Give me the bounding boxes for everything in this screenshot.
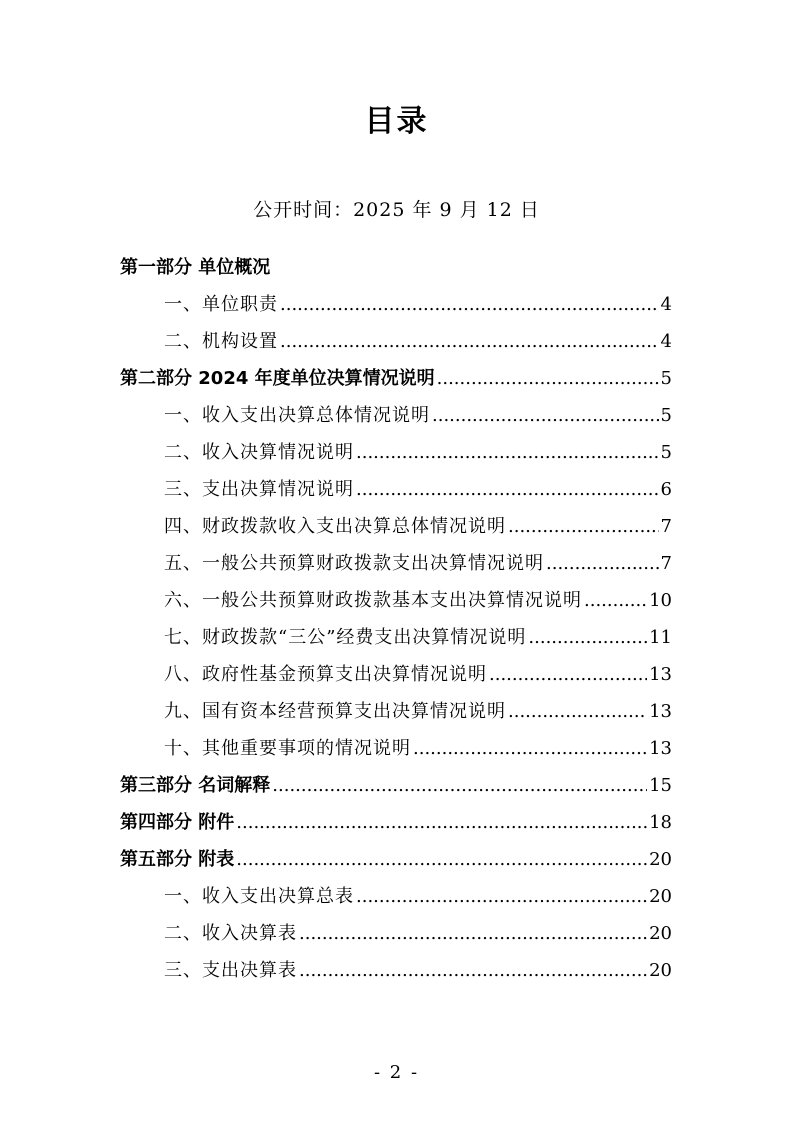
toc-entry-page: 4: [660, 294, 672, 315]
toc-dot-leader: [508, 701, 647, 722]
toc-entry-page: 5: [660, 368, 672, 389]
toc-dot-leader: [280, 331, 659, 352]
toc-entry-page: 13: [649, 738, 672, 759]
toc-entry[interactable]: [120, 845, 672, 882]
toc-entry-text: 六、一般公共预算财政拨款基本支出决算情况说明: [164, 590, 582, 611]
toc-dot-leader: [584, 590, 647, 611]
toc-dot-leader: [356, 442, 659, 463]
toc-entry[interactable]: [120, 401, 672, 438]
toc-dot-leader: [280, 294, 659, 315]
toc-entry[interactable]: [120, 623, 672, 660]
toc-entry-text: 四、财政拨款收入支出决算总体情况说明: [164, 516, 506, 537]
toc-entry[interactable]: [120, 290, 672, 327]
toc-entry-page: 7: [660, 516, 672, 537]
toc-dot-leader: [528, 627, 647, 648]
toc-entry-page: 20: [649, 849, 672, 870]
toc-entry-text: 第二部分 2024 年度单位决算情况说明: [120, 368, 435, 389]
toc-entry[interactable]: [120, 808, 672, 845]
toc-entry[interactable]: [120, 919, 672, 956]
toc-entry-page: 20: [649, 960, 672, 981]
toc-entry[interactable]: [120, 327, 672, 364]
toc-entry-page: 13: [649, 664, 672, 685]
toc-entry[interactable]: [120, 660, 672, 697]
toc-entry[interactable]: [120, 253, 672, 290]
toc-entry-text: 七、财政拨款“三公”经费支出决算情况说明: [164, 627, 527, 648]
toc-entry[interactable]: [120, 364, 672, 401]
toc-entry-page: 7: [660, 553, 672, 574]
toc-entry-page: 5: [660, 442, 672, 463]
toc-dot-leader: [356, 479, 659, 500]
toc-entry-text: 一、收入支出决算总表: [164, 886, 354, 907]
toc-dot-leader: [432, 405, 659, 426]
toc-dot-leader: [236, 849, 647, 870]
page-title: 目录: [364, 104, 429, 139]
toc-entry[interactable]: [120, 734, 672, 771]
toc-entry-page: 20: [649, 886, 672, 907]
toc-entry[interactable]: [120, 512, 672, 549]
toc-entry[interactable]: [120, 956, 672, 993]
toc-entry-text: 第一部分 单位概况: [120, 257, 271, 278]
toc-entry-text: 三、支出决算表: [164, 960, 297, 981]
toc-dot-leader: [437, 368, 659, 389]
toc-entry-page: 4: [660, 331, 672, 352]
toc-entry-text: 十、其他重要事项的情况说明: [164, 738, 411, 759]
toc-entry-text: 第五部分 附表: [120, 849, 235, 870]
toc-entry-page: 10: [649, 590, 672, 611]
toc-dot-leader: [508, 516, 659, 537]
toc-entry-page: 11: [649, 627, 672, 648]
toc-dot-leader: [272, 775, 647, 796]
toc-entry-text: 一、单位职责: [164, 294, 278, 315]
toc-dot-leader: [413, 738, 647, 759]
publish-date: 公开时间：2025 年 9 月 12 日: [253, 199, 540, 221]
toc-entry-text: 二、机构设置: [164, 331, 278, 352]
toc-dot-leader: [546, 553, 659, 574]
toc-entry-text: 二、收入决算表: [164, 923, 297, 944]
toc-entry-text: 二、收入决算情况说明: [164, 442, 354, 463]
toc-entry-page: 18: [649, 812, 672, 833]
toc-entry-page: 13: [649, 701, 672, 722]
toc-dot-leader: [299, 960, 647, 981]
toc-entry-text: 三、支出决算情况说明: [164, 479, 354, 500]
toc-entry-text: 八、政府性基金预算支出决算情况说明: [164, 664, 487, 685]
toc-entry[interactable]: [120, 475, 672, 512]
toc-entry[interactable]: [120, 438, 672, 475]
toc-entry[interactable]: [120, 586, 672, 623]
page-number: - 2 -: [373, 1062, 420, 1083]
toc-entry-page: 5: [660, 405, 672, 426]
toc-entry-text: 五、一般公共预算财政拨款支出决算情况说明: [164, 553, 544, 574]
toc-entry-page: 6: [660, 479, 672, 500]
toc-entry-text: 第四部分 附件: [120, 812, 235, 833]
toc-entry[interactable]: [120, 549, 672, 586]
toc-entry-text: 九、国有资本经营预算支出决算情况说明: [164, 701, 506, 722]
toc-entry-page: 15: [649, 775, 672, 796]
toc-dot-leader: [236, 812, 647, 833]
toc-entry-text: 第三部分 名词解释: [120, 775, 271, 796]
toc-entry[interactable]: [120, 697, 672, 734]
toc-entry[interactable]: [120, 882, 672, 919]
toc-dot-leader: [356, 886, 647, 907]
toc-entry-text: 一、收入支出决算总体情况说明: [164, 405, 430, 426]
toc-dot-leader: [489, 664, 647, 685]
toc-entry-page: 20: [649, 923, 672, 944]
table-of-contents: [120, 253, 672, 993]
toc-dot-leader: [299, 923, 647, 944]
toc-entry[interactable]: [120, 771, 672, 808]
